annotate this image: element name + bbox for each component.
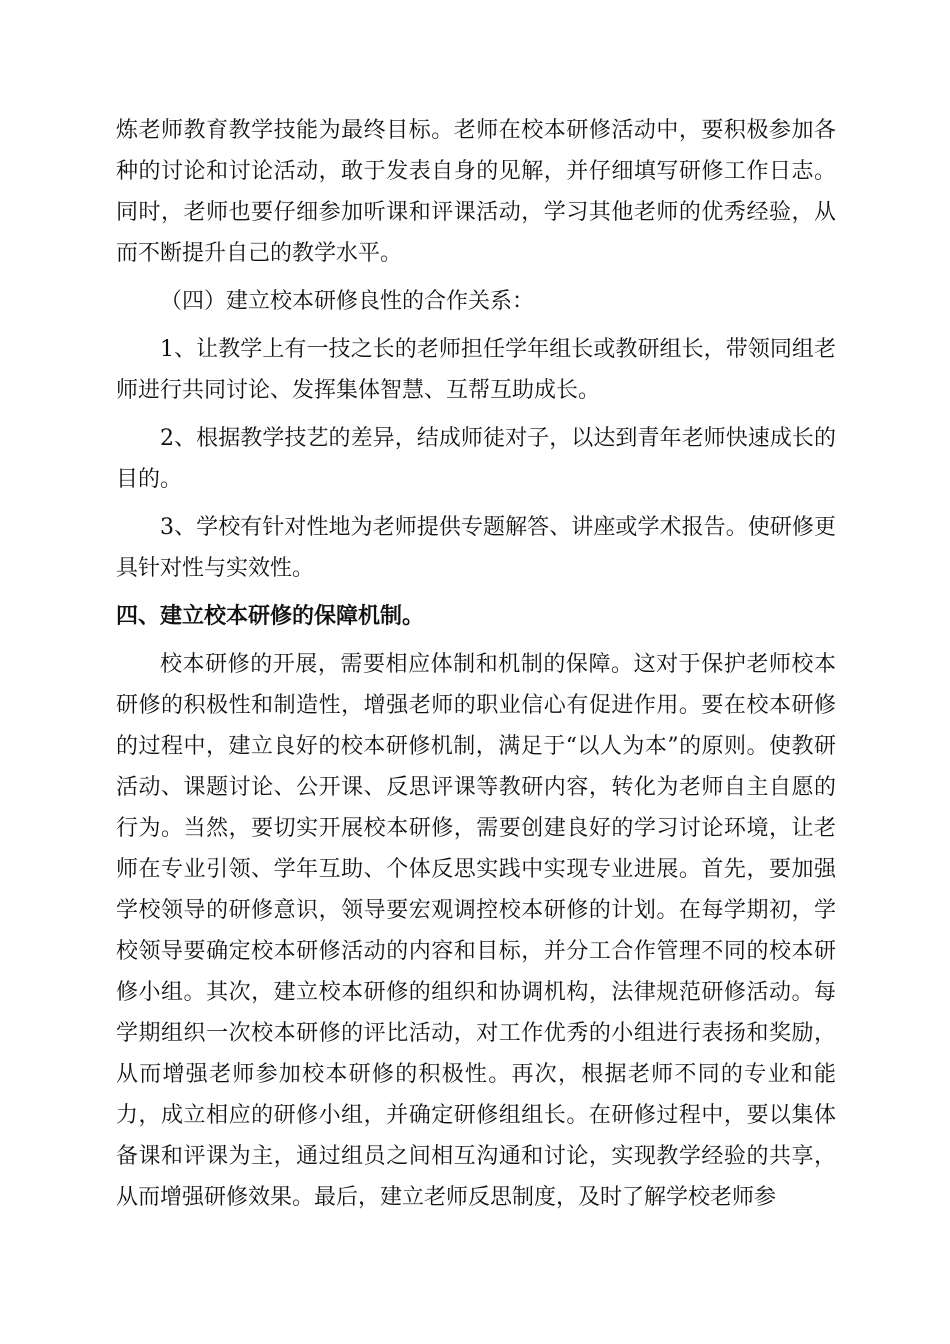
paragraph-training-goals: 炼老师教育教学技能为最终目标。老师在校本研修活动中，要积极参加各种的讨论和讨论活动，敢于发表自身的见解，并仔细填写研修工作日志。同时，老师也要仔细参加听课和评课活动，学习其他老师的优秀经验，从而不断提升自己的教学水平。	[116, 118, 836, 266]
section-heading-guarantee: 四、建立校本研修的保障机制。	[116, 604, 425, 629]
list-item-1: 1、让教学上有一技之长的老师担任学年组长或教研组长，带领同组老师进行共同讨论、发挥集体智慧、互帮互助成长。	[116, 337, 836, 403]
subheading-cooperation: （四）建立校本研修良性的合作关系：	[160, 289, 535, 314]
list-item-2: 2、根据教学技艺的差异，结成师徒对子，以达到青年老师快速成长的目的。	[116, 426, 836, 492]
list-item-3: 3、学校有针对性地为老师提供专题解答、讲座或学术报告。使研修更具针对性与实效性。	[116, 515, 836, 581]
paragraph-guarantee-mechanism: 校本研修的开展，需要相应体制和机制的保障。这对于保护老师校本研修的积极性和制造性，增强老师的职业信心有促进作用。要在校本研修的过程中，建立良好的校本研修机制，满足于“以人为本”的原则。使教研活动、课题讨论、公开课、反思评课等教研内容，转化为老师自主自愿的行为。当然，要切实开展校本研修，需要创建良好的学习讨论环境，让老师在专业引领、学年互助、个体反思实践中实现专业进展。首先，要加强学校领导的研修意识，领导要宏观调控校本研修的计划。在每学期初，学校领导要确定校本研修活动的内容和目标，并分工合作管理不同的校本研修小组。其次，建立校本研修的组织和协调机构，法律规范研修活动。每学期组织一次校本研修的评比活动，对工作优秀的小组进行表扬和奖励，从而增强老师参加校本研修的积极性。再次，根据老师不同的专业和能力，成立相应的研修小组，并确定研修组组长。在研修过程中，要以集体备课和评课为主，通过组员之间相互沟通和讨论，实现教学经验的共享，从而增强研修效果。最后，建立老师反思制度，及时了解学校老师参	[116, 652, 836, 1210]
document-body	[116, 110, 836, 1218]
